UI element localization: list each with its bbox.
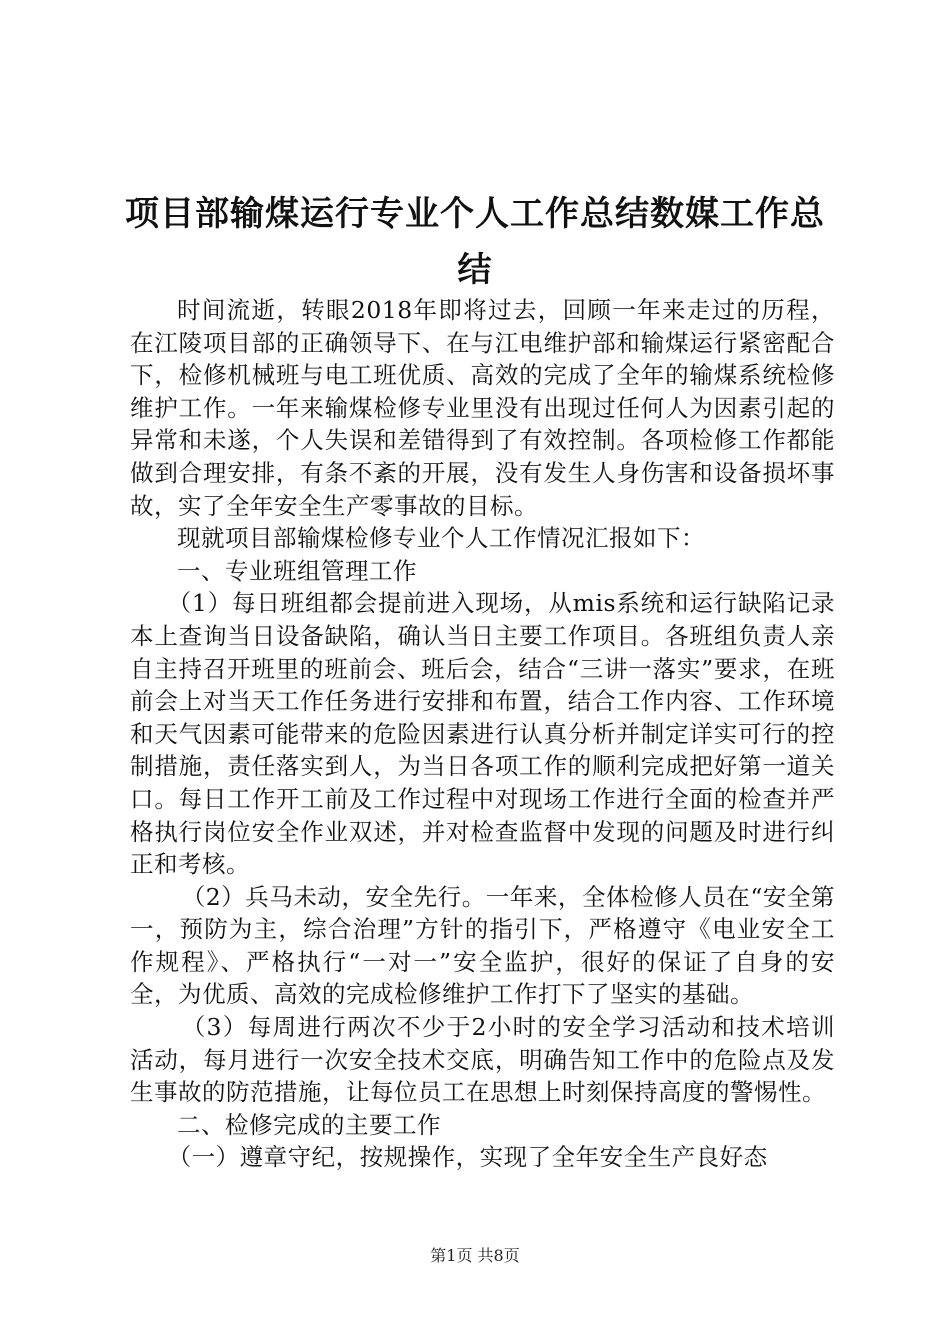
page-number-footer: 第1页 共8页 <box>430 1246 520 1265</box>
section-heading-2: 二、检修完成的主要工作 <box>177 1110 441 1139</box>
document-body <box>130 294 835 1174</box>
section-heading-1: 一、专业班组管理工作 <box>177 556 417 585</box>
paragraph-subsection-1: （一）遵章守纪，按规操作，实现了全年安全生产良好态 <box>167 1143 768 1172</box>
paragraph-item-1: （1）每日班组都会提前进入现场，从mis系统和运行缺陷记录本上查询当日设备缺陷，确认当日主要工作项目。各班组负责人亲自主持召开班里的班前会、班后会，结合“三讲一落实”要求，在班前会上对当天工作任务进行安排和布置，结合工作内容、工作环境和天气因素可能带来的危险因素进行认真分析并制定详实可行的控制措施，责任落实到人，为当日各项工作的顺利完成把好第一道关口。每日工作开工前及工作过程中对现场工作进行全面的检查并严格执行岗位安全作业双述，并对检查监督中发现的问题及时进行纠正和考核。 <box>130 589 835 879</box>
paragraph-item-2: （2）兵马未动，安全先行。一年来，全体检修人员在“安全第一，预防为主，综合治理”方针的指引下，严格遵守《电业安全工作规程》、严格执行“一对一”安全监护，很好的保证了自身的安全，为优质、高效的完成检修维护工作打下了坚实的基础。 <box>130 882 835 1009</box>
paragraph-report-lead: 现就项目部输煤检修专业个人工作情况汇报如下： <box>177 524 705 553</box>
document-title: 项目部输煤运行专业个人工作总结数媒工作总结 <box>125 194 825 290</box>
paragraph-item-3: （3）每周进行两次不少于2小时的安全学习活动和技术培训活动，每月进行一次安全技术交底，明确告知工作中的危险点及发生事故的防范措施，让每位员工在思想上时刻保持高度的警惕性。 <box>130 1013 835 1107</box>
paragraph-intro: 时间流逝，转眼2018年即将过去，回顾一年来走过的历程，在江陵项目部的正确领导下、在与江电维护部和输煤运行紧密配合下，检修机械班与电工班优质、高效的完成了全年的输煤系统检修维护工作。一年来输煤检修专业里没有出现过任何人为因素引起的异常和未遂，个人失误和差错得到了有效控制。各项检修工作都能做到合理安排，有条不紊的开展，没有发生人身伤害和设备损坏事故，实了全年安全生产零事故的目标。 <box>130 296 835 520</box>
